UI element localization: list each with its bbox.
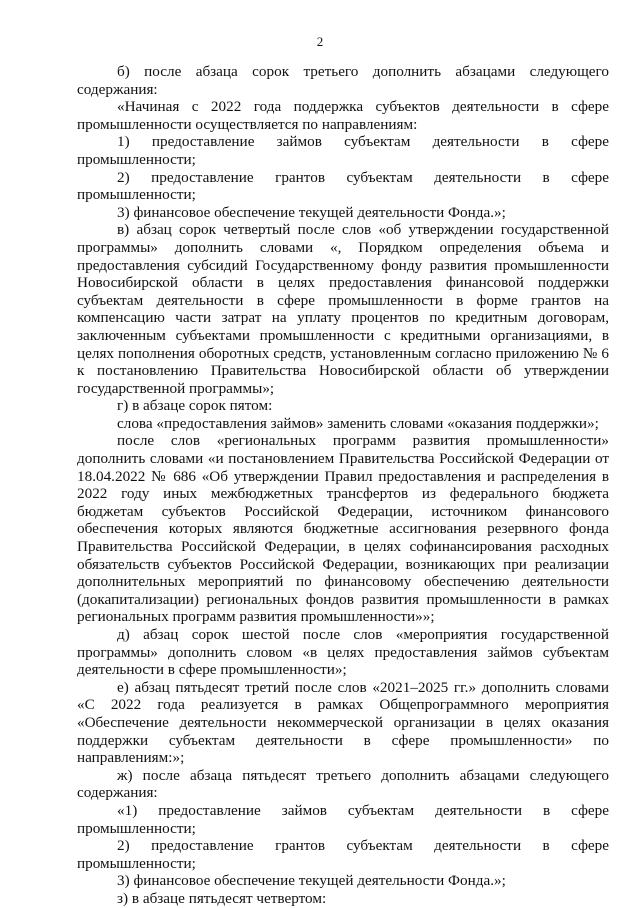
paragraph: д) абзац сорок шестой после слов «мероприятия государственной программы» дополнить словом «в целях предоставления займов субъектам деятельности в сфере промышленности»; [77, 626, 609, 679]
paragraph: 2) предоставление грантов субъектам деятельности в сфере промышленности; [77, 837, 609, 872]
document-body [77, 63, 609, 908]
paragraph: в) абзац сорок четвертый после слов «об утверждении государственной программы» дополнить словами «, Порядком определения объема и предоставления субсидий Государственному фонду развития промышленности Новосибирской области в целях предоставления финансовой поддержки субъектам деятельности в сфере промышленности в форме грантов на компенсацию части затрат на уплату процентов по кредитным договорам, заключенным субъектами промышленности с кредитными организациями, в целях пополнения оборотных средств, установленным согласно приложению № 6 к постановлению Правительства Новосибирской области об утверждении государственной программы»; [77, 221, 609, 397]
paragraph: 3) финансовое обеспечение текущей деятельности Фонда.»; [117, 203, 506, 221]
paragraph: «1) предоставление займов субъектам деятельности в сфере промышленности; [77, 801, 609, 837]
paragraph: после слов «региональных программ развития промышленности» дополнить словами «и постановлением Правительства Российской Федерации от 18.04.2022 № 686 «Об утверждении Правил предоставления и распределения в 2022 году иных межбюджетных трансфертов из федерального бюджета бюджетам субъектов Российской Федерации, источником финансового обеспечения которых являются бюджетные ассигнования резервного фонда Правительства Российской Федерации, в целях софинансирования расходных обязательств субъектов Российской Федерации, возникающих при реализации дополнительных мероприятий по финансовому обеспечению деятельности (докапитализации) региональных фондов развития промышленности в рамках региональных программ развития промышленности»»; [77, 432, 609, 626]
paragraph: з) в абзаце пятьдесят четвертом: [117, 889, 327, 907]
paragraph: б) после абзаца сорок третьего дополнить абзацами следующего содержания: [77, 63, 609, 98]
paragraph: е) абзац пятьдесят третий после слов «2021–2025 гг.» дополнить словами «С 2022 года реализуется в рамках Общепрограммного мероприятия «Обеспечение деятельности некоммерческой организации в целях оказания поддержки субъектам деятельности в сфере промышленности» по направлениям:»; [77, 678, 609, 767]
page-number: 2 [316, 34, 324, 49]
paragraph: 3) финансовое обеспечение текущей деятельности Фонда.»; [117, 872, 506, 890]
paragraph: 1) предоставление займов субъектам деятельности в сфере промышленности; [77, 133, 609, 168]
paragraph: 2) предоставление грантов субъектам деятельности в сфере промышленности; [77, 168, 609, 204]
paragraph: слова «предоставления займов» заменить словами «оказания поддержки»; [117, 414, 599, 432]
paragraph: «Начиная с 2022 года поддержка субъектов деятельности в сфере промышленности осуществляется по направлениям: [77, 98, 609, 133]
paragraph: г) в абзаце сорок пятом: [117, 397, 273, 415]
paragraph: ж) после абзаца пятьдесят третьего дополнить абзацами следующего содержания: [77, 766, 609, 802]
